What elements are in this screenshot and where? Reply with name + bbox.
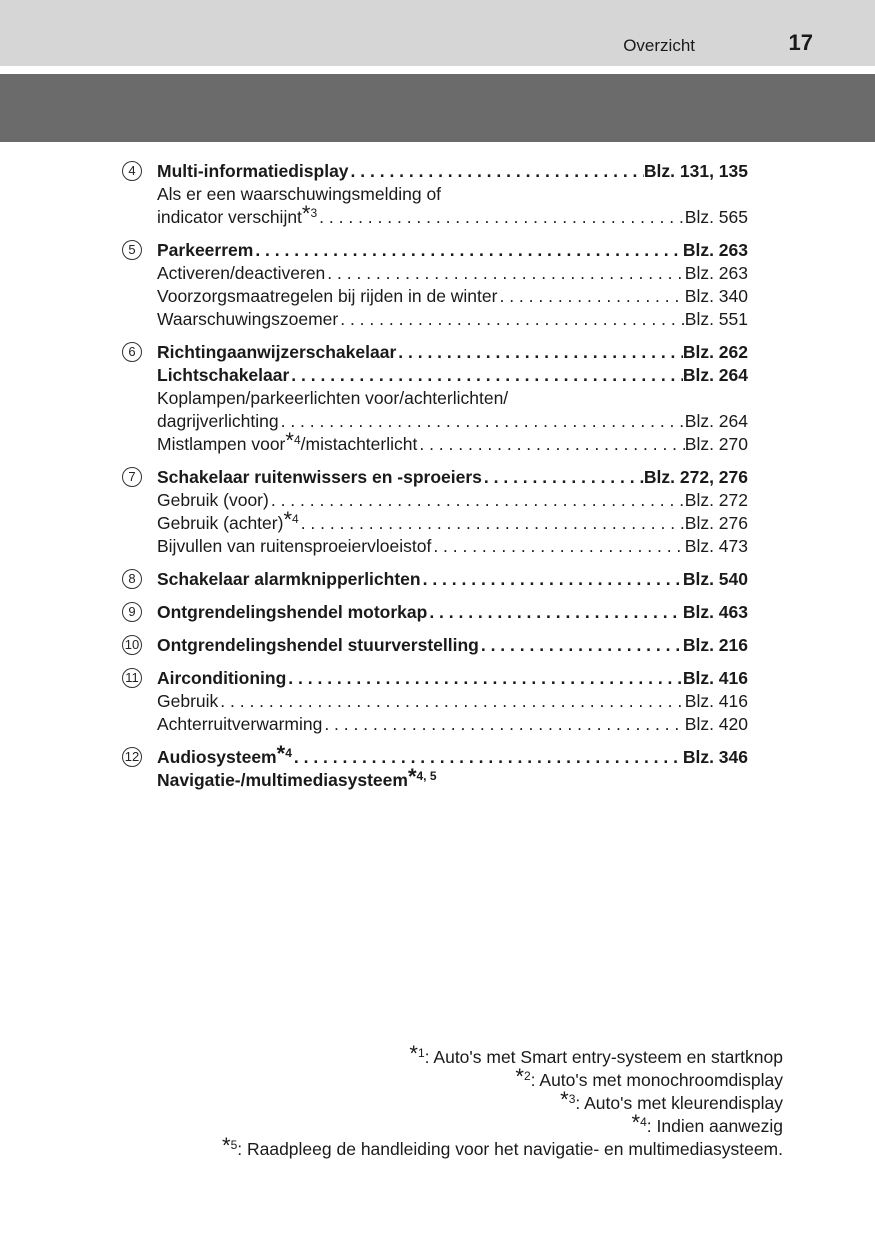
page-reference: Blz. 340 (684, 286, 748, 306)
note-number: 1 (417, 1046, 425, 1060)
item-text (157, 713, 322, 736)
dot-leader (292, 746, 683, 769)
footnote-marker (560, 1087, 576, 1113)
toc-subitem (157, 183, 748, 206)
asterisk-icon: * (283, 507, 292, 532)
footnote (222, 1041, 783, 1069)
entry-lines (157, 466, 748, 558)
toc-entry (122, 466, 748, 558)
item-text (157, 535, 431, 558)
toc-subitem (157, 308, 748, 331)
toc-subitem (157, 507, 748, 535)
footnote-text: : Auto's met monochroomdisplay (530, 1070, 783, 1090)
item-text (157, 387, 508, 410)
note-number: 4 (640, 1115, 647, 1129)
note-number: 3 (310, 206, 318, 220)
dot-leader (482, 466, 644, 489)
footnotes (222, 1041, 783, 1161)
asterisk-icon: * (631, 1110, 641, 1135)
dot-leader (269, 489, 685, 512)
dot-leader (218, 690, 684, 713)
item-text (157, 489, 269, 512)
dot-leader (431, 535, 684, 558)
item-label: Activeren/deactiveren (157, 263, 326, 283)
toc-entry (122, 634, 748, 657)
dot-leader (322, 713, 684, 736)
asterisk-icon: * (301, 201, 311, 226)
entry-lines (157, 601, 748, 624)
item-label: Ontgrendelingshendel motorkap (157, 602, 428, 622)
toc-subitem (157, 713, 748, 736)
page-reference: Blz. 416 (684, 691, 748, 711)
dot-leader (286, 667, 683, 690)
item-text (157, 201, 318, 229)
item-text (157, 667, 286, 690)
toc-subitem (157, 428, 748, 456)
footnote (222, 1064, 783, 1092)
page-reference: Blz. 540 (682, 569, 748, 589)
dot-leader (396, 341, 683, 364)
toc-entry (122, 568, 748, 591)
asterisk-icon: * (407, 764, 417, 789)
item-text (157, 262, 325, 285)
item-label: Audiosysteem (157, 747, 277, 767)
item-text (157, 466, 482, 489)
footnote (222, 1110, 783, 1138)
item-text (157, 239, 253, 262)
section-title: Overzicht (623, 36, 695, 55)
toc-heading (157, 341, 748, 364)
toc-subitem (157, 387, 748, 410)
footnote-ref (407, 764, 437, 790)
item-label: Airconditioning (157, 668, 287, 688)
toc-heading (157, 764, 748, 792)
item-label-continued: /mistachterlicht (300, 434, 418, 454)
item-label: indicator verschijnt (157, 207, 302, 227)
dot-leader (497, 285, 684, 308)
item-label: Navigatie-/multimediasysteem (157, 770, 408, 790)
item-label: Parkeerrem (157, 240, 254, 260)
footnote-marker (631, 1110, 647, 1136)
toc-heading (157, 239, 748, 262)
footnote-text: : Auto's met kleurendisplay (575, 1093, 783, 1113)
asterisk-icon: * (276, 741, 286, 766)
toc-heading (157, 601, 748, 624)
note-number: 4, 5 (416, 769, 437, 783)
item-text (157, 410, 279, 433)
note-number: 3 (568, 1092, 576, 1106)
item-label: Schakelaar ruitenwissers en -sproeiers (157, 467, 482, 487)
item-text (157, 341, 396, 364)
toc-entry (122, 601, 748, 624)
page-reference: Blz. 551 (684, 309, 748, 329)
item-label: Voorzorgsmaatregelen bij rijden in de winter (157, 286, 498, 306)
page-reference: Blz. 262 (682, 342, 748, 362)
footnote (222, 1087, 783, 1115)
item-text (157, 428, 418, 456)
dot-leader (299, 512, 685, 535)
toc-heading (157, 667, 748, 690)
page-reference: Blz. 473 (684, 536, 748, 556)
note-number: 4 (285, 746, 292, 760)
toc-heading (157, 568, 748, 591)
item-label: Gebruik (157, 691, 219, 711)
note-number: 4 (292, 512, 299, 526)
item-text (157, 690, 218, 713)
page-number: 17 (788, 30, 813, 55)
entry-lines (157, 160, 748, 229)
item-label: Achterruitverwarming (157, 714, 323, 734)
footnote-ref (283, 507, 299, 533)
toc-heading (157, 466, 748, 489)
toc-subitem (157, 262, 748, 285)
page-reference: Blz. 263 (684, 263, 748, 283)
item-label: Gebruik (voor) (157, 490, 269, 510)
item-text (157, 364, 289, 387)
page-reference: Blz. 263 (682, 240, 748, 260)
item-label: Koplampen/parkeerlichten voor/achterlichten/ (157, 388, 509, 408)
page-reference: Blz. 276 (684, 513, 748, 533)
header-bar (0, 0, 875, 66)
item-label: Waarschuwingszoemer (157, 309, 339, 329)
circled-number-marker: 11 (122, 668, 142, 688)
dot-leader (479, 634, 683, 657)
footnote-marker (515, 1064, 531, 1090)
item-label: Lichtschakelaar (157, 365, 290, 385)
item-text (157, 568, 421, 591)
dot-leader (427, 601, 683, 624)
toc-entry (122, 341, 748, 456)
item-label: Mistlampen voor (157, 434, 286, 454)
dot-leader (253, 239, 682, 262)
toc-entry (122, 667, 748, 736)
page-reference: Blz. 565 (684, 207, 748, 227)
circled-number-marker: 4 (122, 161, 142, 181)
page-reference: Blz. 264 (682, 365, 748, 385)
header-band (0, 74, 875, 142)
toc-heading (157, 741, 748, 769)
footnote (222, 1133, 783, 1161)
entry-lines (157, 568, 748, 591)
circled-number-marker: 9 (122, 602, 142, 622)
toc-heading (157, 364, 748, 387)
item-text (157, 308, 338, 331)
note-number: 4 (293, 433, 301, 447)
dot-leader (421, 568, 683, 591)
dot-leader (349, 160, 644, 183)
item-label: Richtingaanwijzerschakelaar (157, 342, 397, 362)
toc-subitem (157, 201, 748, 229)
toc-subitem (157, 285, 748, 308)
item-text (157, 764, 437, 792)
entry-lines (157, 239, 748, 331)
toc-subitem (157, 410, 748, 433)
toc-entry (122, 160, 748, 229)
page-reference: Blz. 216 (682, 635, 748, 655)
footnote-ref (285, 428, 301, 454)
dot-leader (317, 206, 685, 229)
dot-leader (289, 364, 683, 387)
circled-number-marker: 6 (122, 342, 142, 362)
page-reference: Blz. 272 (684, 490, 748, 510)
item-label: Bijvullen van ruitensproeiervloeistof (157, 536, 432, 556)
entry-lines (157, 341, 748, 456)
note-number: 2 (523, 1069, 531, 1083)
circled-number-marker: 7 (122, 467, 142, 487)
item-text (157, 160, 349, 183)
page-reference: Blz. 346 (682, 747, 748, 767)
footnote-ref (276, 741, 292, 767)
page-reference: Blz. 272, 276 (643, 467, 748, 487)
item-text (157, 634, 479, 657)
item-label: Schakelaar alarmknipperlichten (157, 569, 421, 589)
item-label: dagrijverlichting (157, 411, 279, 431)
item-text (157, 285, 497, 308)
toc-subitem (157, 535, 748, 558)
entry-lines (157, 741, 748, 792)
item-label: Als er een waarschuwingsmelding of (157, 184, 442, 204)
item-text (157, 183, 441, 206)
page-reference: Blz. 463 (682, 602, 748, 622)
toc-heading (157, 160, 748, 183)
page-reference: Blz. 420 (684, 714, 748, 734)
circled-number-marker: 5 (122, 240, 142, 260)
item-label: Ontgrendelingshendel stuurverstelling (157, 635, 479, 655)
item-label: Gebruik (achter) (157, 513, 284, 533)
item-text (157, 601, 427, 624)
asterisk-icon: * (515, 1064, 524, 1089)
footnote-text: : Auto's met Smart entry-systeem en startknop (424, 1047, 783, 1067)
footnote-text: : Indien aanwezig (646, 1116, 783, 1136)
dot-leader (279, 410, 685, 433)
note-number: 5 (230, 1138, 238, 1152)
table-of-contents (122, 160, 748, 802)
item-text (157, 741, 292, 769)
toc-entry (122, 741, 748, 792)
page-reference: Blz. 270 (684, 434, 748, 454)
circled-number-marker: 12 (122, 747, 142, 767)
circled-number-marker: 10 (122, 635, 142, 655)
dot-leader (325, 262, 684, 285)
asterisk-icon: * (560, 1087, 569, 1112)
entry-lines (157, 667, 748, 736)
toc-heading (157, 634, 748, 657)
footnote-text: : Raadpleeg de handleiding voor het navigatie- en multimediasysteem. (237, 1139, 783, 1159)
entry-lines (157, 634, 748, 657)
asterisk-icon: * (285, 428, 294, 453)
dot-leader (338, 308, 685, 331)
toc-entry (122, 239, 748, 331)
toc-subitem (157, 690, 748, 713)
footnote-marker (222, 1133, 238, 1159)
page-reference: Blz. 416 (682, 668, 748, 688)
footnote-marker (409, 1041, 425, 1067)
page-reference: Blz. 264 (684, 411, 748, 431)
item-label: Multi-informatiedisplay (157, 161, 349, 181)
asterisk-icon: * (409, 1041, 418, 1066)
circled-number-marker: 8 (122, 569, 142, 589)
asterisk-icon: * (222, 1133, 231, 1158)
toc-subitem (157, 489, 748, 512)
item-text (157, 507, 299, 535)
dot-leader (417, 433, 684, 456)
footnote-ref (301, 201, 318, 227)
page-reference: Blz. 131, 135 (643, 161, 748, 181)
